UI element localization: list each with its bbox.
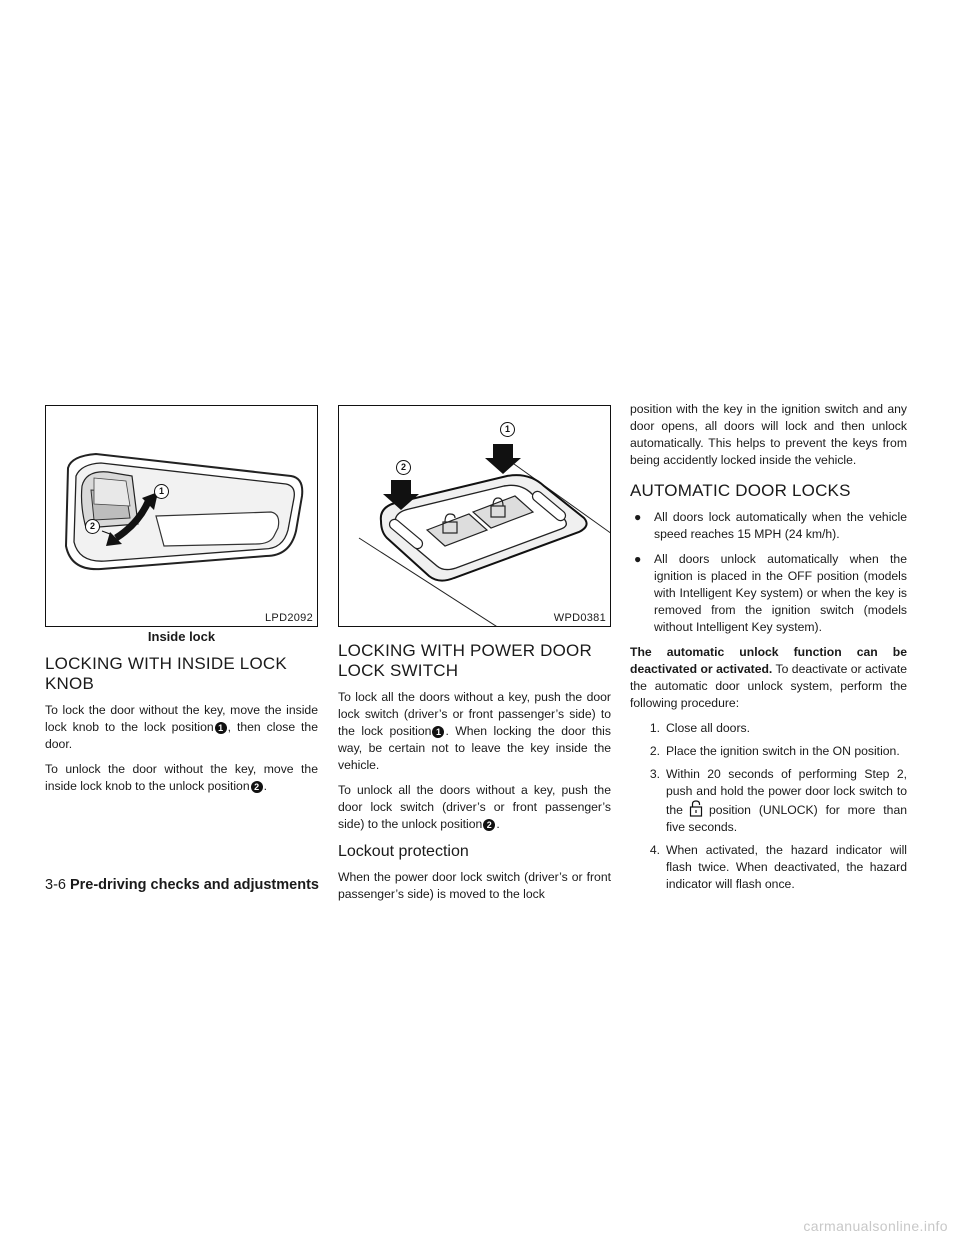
page-number: 3-6 bbox=[45, 877, 66, 893]
callout-1-marker: 1 bbox=[500, 422, 515, 437]
paragraph: To lock all the doors without a key, push the door lock switch (driver’s or front passenger’s side) to the lock position 1 . When locking the door this way, be certain not to leave the key inside the vehicle. bbox=[338, 690, 611, 772]
step-item: 1. Close all doors. bbox=[649, 721, 750, 735]
bullet-icon: ● bbox=[634, 552, 642, 566]
callout-1-marker: 1 bbox=[432, 726, 444, 738]
paragraph: To lock the door without the key, move the inside lock knob to the lock position 1 , then close the door. bbox=[45, 703, 318, 751]
paragraph: When the power door lock switch (driver’s or front passenger’s side) is moved to the lock bbox=[338, 870, 611, 901]
callout-1-marker: 1 bbox=[154, 484, 169, 499]
list-item: ● All doors lock automatically when the vehicle speed reaches 15 MPH (24 km/h). bbox=[630, 509, 907, 543]
page-footer bbox=[45, 877, 319, 893]
callout-2-marker: 2 bbox=[251, 781, 263, 793]
watermark: carmanualsonline.info bbox=[803, 1218, 948, 1234]
paragraph: The automatic unlock function can be deactivated or activated. To deactivate or activate the automatic door unlock system, perform the following procedure: bbox=[630, 645, 908, 710]
section-heading: LOCKING WITH POWER DOOR LOCK SWITCH bbox=[338, 641, 592, 680]
figure-caption: Inside lock bbox=[147, 629, 216, 644]
procedure-steps bbox=[630, 720, 907, 893]
inside-lock-illustration bbox=[46, 406, 318, 627]
step-item: 4. When activated, the hazard indicator will flash twice. When deactivated, the hazard indicator will flash once. bbox=[649, 843, 907, 891]
paragraph: To unlock the door without the key, move the inside lock knob to the unlock position 2 . bbox=[45, 762, 318, 793]
figure-inside-lock bbox=[45, 405, 318, 627]
column-right bbox=[630, 402, 908, 899]
paragraph: position with the key in the ignition switch and any door opens, all doors will lock and then unlock automatically. This helps to prevent the keys from being accidently locked inside the vehicle. bbox=[630, 402, 907, 467]
step-item: 3. Within 20 seconds of performing Step 2, push and hold the power door lock switch to the position (UNLOCK) for more than five seconds. bbox=[649, 767, 907, 834]
section-heading: LOCKING WITH INSIDE LOCK KNOB bbox=[45, 654, 287, 693]
callout-2-marker: 2 bbox=[483, 819, 495, 831]
section-heading: AUTOMATIC DOOR LOCKS bbox=[630, 481, 851, 500]
power-door-lock-switch-illustration bbox=[339, 406, 611, 627]
step-item: 2. Place the ignition switch in the ON position. bbox=[649, 744, 900, 758]
bullet-icon: ● bbox=[634, 510, 642, 524]
figure-code: LPD2092 bbox=[265, 612, 313, 624]
list-item: ● All doors unlock automatically when the ignition is placed in the OFF position (models with Intelligent Key system) or when the key is removed from the ignition switch (models without Intelligent Key system). bbox=[630, 551, 907, 636]
figure-code: WPD0381 bbox=[553, 612, 606, 624]
paragraph: To unlock all the doors without a key, push the door lock switch (driver’s or front passenger’s side) to the unlock position 2 . bbox=[338, 783, 611, 831]
callout-2-marker: 2 bbox=[85, 519, 100, 534]
callout-2-marker: 2 bbox=[396, 460, 411, 475]
unlock-icon bbox=[689, 800, 703, 817]
callout-1-marker: 1 bbox=[215, 722, 227, 734]
column-middle bbox=[338, 405, 611, 911]
column-left bbox=[45, 405, 318, 803]
subsection-heading: Lockout protection bbox=[338, 843, 469, 860]
figure-power-lock-switch bbox=[338, 405, 611, 627]
section-title: Pre-driving checks and adjustments bbox=[69, 877, 319, 893]
